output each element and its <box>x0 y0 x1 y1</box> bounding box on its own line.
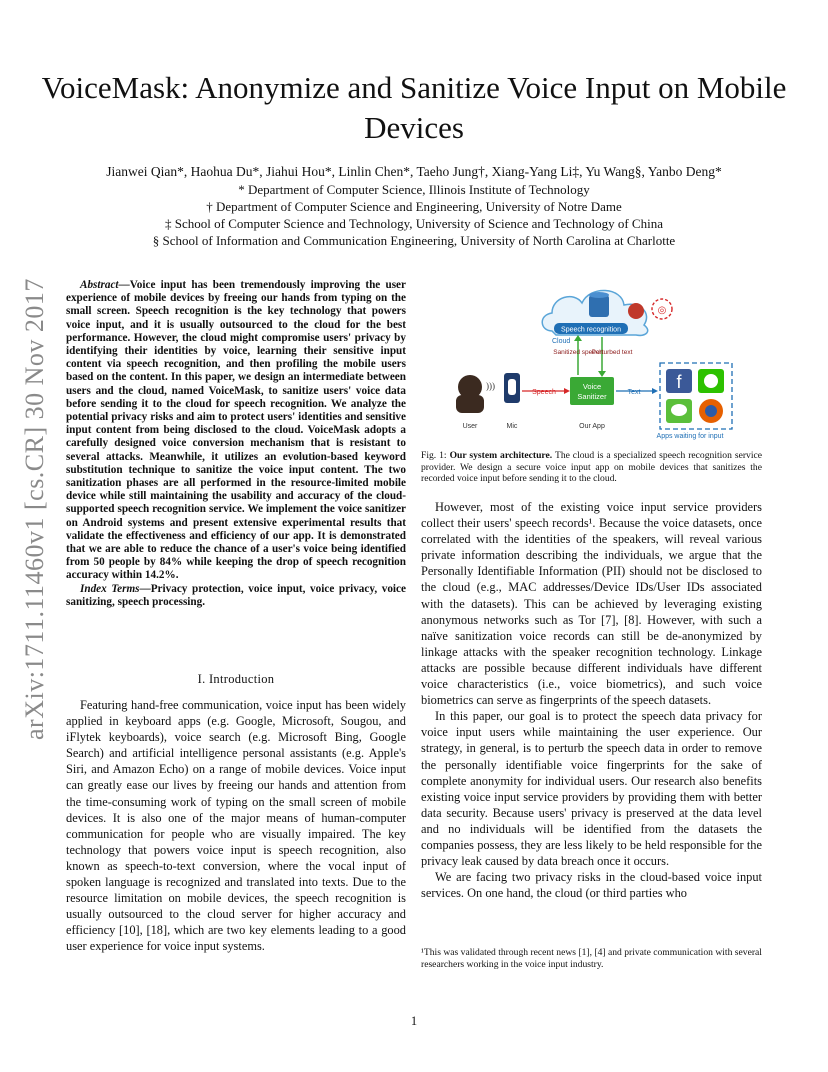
caption-bold: Our system architecture. <box>449 450 553 461</box>
speech-arrow-label: Speech <box>532 389 556 396</box>
index-terms-label: Index Terms <box>80 582 140 595</box>
svg-text:Sanitizer: Sanitizer <box>577 392 607 401</box>
abstract <box>66 279 406 609</box>
page-number: 1 <box>410 1014 418 1028</box>
author-list: Jianwei Qian*, Haohua Du*, Jiahui Hou*, Linlin Chen*, Taeho Jung†, Xiang-Yang Li‡, Yu Wang§, Yanbo Deng* <box>106 164 722 179</box>
intro-body <box>66 697 406 955</box>
our-app-label: Our App <box>579 423 605 430</box>
affiliation-4: § School of Information and Communication Engineering, University of North Carolina at Charlotte <box>152 233 676 248</box>
intro-paragraph: Featuring hand-free communication, voice input has been widely applied in keyboard apps (e.g. Google, Microsoft, Sougou, and iFlytek keyboards), voice search (e.g. Microsoft Bing, Google Search) and artificial intelligence personal assistants (e.g. Apple's Siri, and Amazon Echo) on a range of mobile devices. Voice input can greatly ease our lives by freeing our hands and attention from the time-consuming work of typing on the small screen of mobile devices. It is also one of the major means of human-computer communication for people who are visually impaired. The key technology that powers voice input is speech recognition, also known as speech-to-text conversion, where the vocal input of spoken language is recognized and translated into texts. Due to the resource limitation on mobile devices, the speech recognition is usually outsourced to the cloud server for higher accuracy and efficiency [10], [18], which are two key elements leading to a good user experience for voice input systems. <box>66 698 406 954</box>
sanitized-speech-label: Sanitized speech <box>553 349 603 356</box>
paper-title: VoiceMask: Anonymize and Sanitize Voice Input on Mobile Devices <box>41 70 787 145</box>
svg-text:Voice: Voice <box>582 382 602 391</box>
speech-recognition-label: Speech recognition <box>561 326 621 334</box>
devil-icon <box>628 303 644 319</box>
figure-caption <box>421 450 762 485</box>
right-paragraph-2: In this paper, our goal is to protect the speech data privacy for voice input users while maintaining the user experience. Our strategy, in general, is to perturb the speech data in order to remove the personally identifiable voice fingerprints for the sake of complete anonymity for individual users. Our research also benefits existing voice input service providers by providing them with better data security. Because users' privacy is preserved at the data level and no individuals will be identified from the datasets the companies possess, they are less likely to be held responsible for the privacy leak caused by data breach once it occurs. <box>421 709 762 869</box>
svg-text:f: f <box>676 372 682 392</box>
svg-text:))): ))) <box>486 381 495 391</box>
database-icon <box>589 295 609 317</box>
affiliation-2: † Department of Computer Science and Engineering, University of Notre Dame <box>206 199 622 214</box>
caption-text: The cloud is a specialized speech recognition service provider. We design a secure voice input app on mobile devices that sanitizes the recorded voice input before sending it to the cloud. <box>421 450 763 485</box>
apps-waiting-label: Apps waiting for input <box>656 433 724 440</box>
mic-label: Mic <box>506 423 518 430</box>
caption-label: Fig. 1: <box>421 450 447 461</box>
footnote: ¹This was validated through recent news [1], [4] and private communication with several researchers working in the voice input industry. <box>421 947 762 970</box>
arxiv-stamp: arXiv:1711.11460v1 [cs.CR] 30 Nov 2017 <box>20 278 49 740</box>
abstract-text: —Voice input has been tremendously improving the user experience of mobile devices by freeing our hands from typing on the small screen. Speech recognition is the key technology that powers voice input, and it is usually outsourced to the cloud for the best performance. However, the cloud might compromise users' privacy by identifying their identities by voice, learning their sensitive input content via speech recognition, and then profiling the mobile users based on the content. In this paper, we design an intermediate between users and the cloud, named VoiceMask, to sanitize users' voice data before sending it to the cloud for speech recognition. We analyze the potential privacy risks and aim to protect users' identities and sensitive input content from being disclosed to the cloud. VoiceMask adopts a carefully designed voice conversion mechanism that is resistant to several attacks. Meanwhile, it utilizes an evolution-based keyword substitution technique to sanitize the voice input content. The two sanitization phases are all performed in the resource-limited mobile device while still maintaining the usability and accuracy of the cloud-supported speech recognition service. We implement the voice sanitizer on Android systems and present extensive experimental results that validate the effectiveness and efficiency of our app. It is demonstrated that we are able to reduce the chance of a user's voice being identified from 50 people by 84% while keeping the drop of speech recognition accuracy within 14.2%. <box>66 279 406 582</box>
right-paragraph-3: We are facing two privacy risks in the cloud-based voice input services. On one hand, the cloud (or third parties who <box>421 870 762 901</box>
right-column-body <box>421 499 762 901</box>
index-terms-text: —Privacy protection, voice input, voice privacy, voice sanitizing, speech processing. <box>66 582 406 608</box>
right-paragraph-1: However, most of the existing voice input service providers collect their users' speech records¹. Because the voice datasets, once correlated with the identities of the speakers, will reveal various private information describing the individuals, we argue that the Personally Identifiable Information (PII) should not be disclosed to the cloud (e.g., MAC addresses/Device IDs/User IDs associated with the datasets). This can be achieved by leveraging existing anonymous networks such as Tor [7], [8]. However, with such a naïve sanitization voice records can still be de-anonymized by linkage attacks with the speaker recognition technology. Linkage attacks are possible because different individuals have different voice characteristics (i.e., voice biometrics), and such voice biometrics can serve as fingerprints of the speech datasets. <box>421 500 762 708</box>
cloud-label: Cloud <box>552 338 571 345</box>
section-heading: I. Introduction <box>197 672 275 686</box>
affiliation-1: * Department of Computer Science, Illinois Institute of Technology <box>238 182 590 197</box>
text-arrow-label: Text <box>627 389 641 396</box>
affiliation-3: ‡ School of Computer Science and Technology, University of Science and Technology of China <box>165 216 663 231</box>
perturbed-text-label: Perturbed text <box>591 349 633 356</box>
user-label: User <box>462 423 478 430</box>
abstract-label: Abstract <box>80 279 119 291</box>
affiliations <box>40 181 788 249</box>
system-architecture-figure <box>440 279 740 445</box>
svg-text:◎: ◎ <box>657 305 667 316</box>
